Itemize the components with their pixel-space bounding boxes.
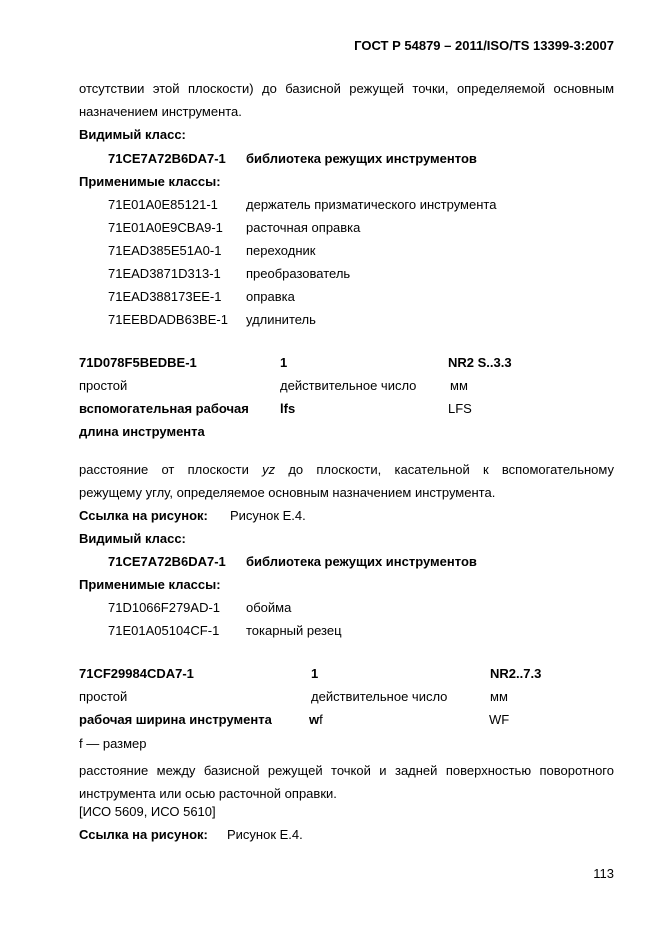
entry2-note: f — размер [79,736,147,751]
applicable-classes-label: Применимые классы: [79,174,221,189]
applicable-code: 71EAD385E51A0-1 [108,243,222,258]
entry1-figure-ref: Рисунок Е.4. [230,508,306,523]
entry1-unit: мм [450,378,468,393]
figure-ref-label: Ссылка на рисунок: [79,508,208,523]
entry1-definition-line1: расстояние от плоскости yz до плоскости, касательной к вспомогательному [79,462,614,477]
visible-class-label: Видимый класс: [79,531,186,546]
visible-class-code: 71CE7A72B6DA7-1 [108,554,226,569]
applicable-code: 71E01A05104CF-1 [108,623,220,638]
visible-class-label: Видимый класс: [79,127,186,142]
entry1-version: 1 [280,355,288,370]
applicable-code: 71EEBDADB63BE-1 [108,312,228,327]
applicable-code: 71D1066F279AD-1 [108,600,221,615]
entry2-version: 1 [311,666,319,681]
entry2-references: [ИСО 5609, ИСО 5610] [79,804,216,819]
entry1-code: 71D078F5BEDBE-1 [79,355,197,370]
entry1-name-line2: длина инструмента [79,424,205,439]
intro-line-1: отсутствии этой плоскости) до базисной режущей точки, определяемой основным [79,81,614,96]
entry1-short-name: LFS [448,401,472,416]
entry1-datatype: действительное число [280,378,417,393]
applicable-name: оправка [246,289,295,304]
entry1-type: простой [79,378,128,393]
entry2-datatype: действительное число [311,689,448,704]
entry1-format: NR2 S..3.3 [448,355,512,370]
applicable-code: 71EAD388173EE-1 [108,289,222,304]
figure-ref-label: Ссылка на рисунок: [79,827,208,842]
entry2-short-name: WF [489,712,510,727]
applicable-name: держатель призматического инструмента [246,197,497,212]
applicable-name: переходник [246,243,316,258]
entry1-symbol: lfs [280,401,296,416]
entry1-name-line1: вспомогательная рабочая [79,401,249,416]
intro-line-2: назначением инструмента. [79,104,242,119]
entry2-type: простой [79,689,128,704]
applicable-name: расточная оправка [246,220,361,235]
applicable-code: 71EAD3871D313-1 [108,266,221,281]
entry2-definition-line1: расстояние между базисной режущей точкой и задней поверхностью поворотного [79,763,614,778]
visible-class-name: библиотека режущих инструментов [246,151,477,166]
visible-class-name: библиотека режущих инструментов [246,554,477,569]
page-number: 113 [593,866,614,881]
entry2-definition-line2: инструмента или осью расточной оправки. [79,786,337,801]
entry2-figure-ref: Рисунок Е.4. [227,827,303,842]
entry2-unit: мм [490,689,508,704]
entry1-definition-line2: режущему углу, определяемое основным назначением инструмента. [79,485,496,500]
entry2-format: NR2..7.3 [490,666,542,681]
document-header: ГОСТ Р 54879 – 2011/ISO/TS 13399-3:2007 [354,38,614,53]
applicable-code: 71E01A0E9CBA9-1 [108,220,223,235]
entry2-code: 71CF29984CDA7-1 [79,666,194,681]
applicable-code: 71E01A0E85121-1 [108,197,218,212]
visible-class-code: 71CE7A72B6DA7-1 [108,151,226,166]
applicable-name: токарный резец [246,623,342,638]
applicable-classes-label: Применимые классы: [79,577,221,592]
entry2-name: рабочая ширина инструмента [79,712,272,727]
applicable-name: преобразователь [246,266,351,281]
entry2-symbol: wf [309,712,323,727]
applicable-name: обойма [246,600,292,615]
applicable-name: удлинитель [246,312,316,327]
